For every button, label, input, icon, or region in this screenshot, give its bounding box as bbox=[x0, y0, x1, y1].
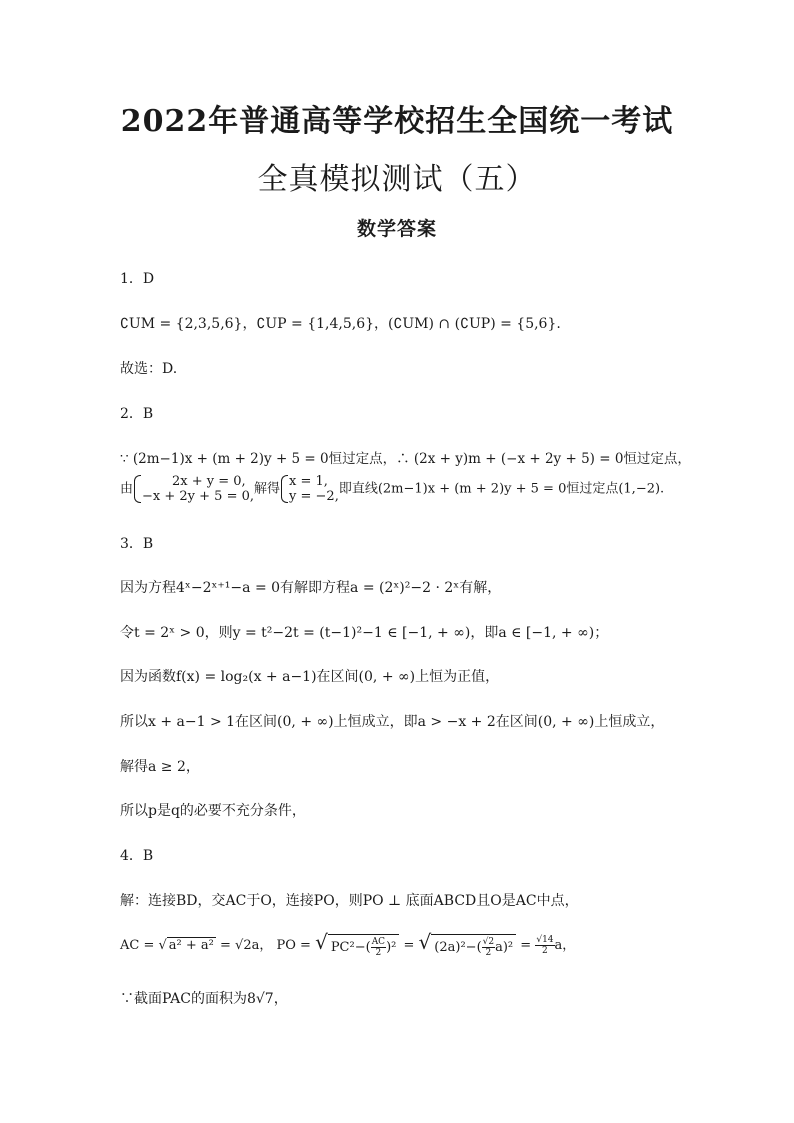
q4-po-mid: = bbox=[399, 938, 419, 953]
q2-sys1-eq1: 2x + y = 0, bbox=[172, 474, 246, 489]
q4-po-f2-den: 2 bbox=[485, 947, 492, 958]
q1-body: ∁UM = {2,3,5,6}，∁UP = {1,4,5,6}，(∁UM) ∩ (∁UP) = {5,6}. bbox=[120, 316, 561, 332]
q3-line3: 因为函数f(x) = log₂(x + a−1)在区间(0, + ∞)上恒为正值， bbox=[120, 669, 500, 685]
q2-line2 bbox=[120, 474, 664, 504]
q2-sys2-eq2: y = −2, bbox=[289, 489, 339, 504]
q4-line3: ∵截面PAC的面积为8√7， bbox=[120, 991, 288, 1007]
q3-line6: 所以p是q的必要不充分条件， bbox=[120, 803, 306, 819]
q4-equations: AC = √ a² + a² = √2a， PO = √ PC²−( $\frac{AC}{2}$ )² = √ (2a)²−( $\frac{√2}{2}$ a)² = $\frac{√14}{2}$ a， bbox=[120, 930, 576, 958]
q4-po-f1-num: AC bbox=[371, 936, 386, 947]
q1-label: 1．D bbox=[120, 271, 155, 287]
q2-sys2-eq1: x = 1, bbox=[289, 474, 328, 489]
q4-po-f1-den: 2 bbox=[375, 947, 382, 958]
q4-label: 4．B bbox=[120, 848, 154, 864]
q2-system-2 bbox=[280, 474, 339, 504]
q2-line1: ∵ (2m−1)x + (m + 2)y + 5 = 0恒过定点，∴ (2x + y)m + (−x + 2y + 5) = 0恒过定点， bbox=[120, 451, 691, 467]
q4-po-lhs: PO = bbox=[276, 938, 316, 953]
exam-subtitle: 全真模拟测试（五） bbox=[257, 162, 537, 197]
q4-po-f3-num: √14 bbox=[536, 935, 554, 945]
q3-line5: 解得a ≥ 2， bbox=[120, 759, 200, 775]
q4-ac-radicand: a² + a² bbox=[168, 938, 214, 953]
q3-line1: 因为方程4ˣ−2ˣ⁺¹−a = 0有解即方程a = (2ˣ)²−2 · 2ˣ有解， bbox=[120, 580, 502, 596]
q2-mid: 解得 bbox=[254, 481, 281, 497]
q4-po-frac-1 bbox=[371, 937, 386, 958]
q3-line2: 令t = 2ˣ > 0，则y = t²−2t = (t−1)²−1 ∈ [−1, + ∞)，即a ∈ [−1, + ∞)； bbox=[120, 625, 609, 641]
q4-po-r2a: (2a)²−( bbox=[434, 939, 482, 955]
exam-title: 2022年普通高等学校招生全国统一考试 bbox=[120, 104, 674, 139]
q3-label: 3．B bbox=[120, 536, 154, 552]
q4-po-frac-3 bbox=[535, 935, 554, 956]
q4-po-tail: a， bbox=[554, 938, 576, 953]
q4-po-r1a: PC²−( bbox=[330, 939, 371, 955]
q4-po-radicand-1 bbox=[328, 934, 400, 958]
answer-heading: 数学答案 bbox=[356, 218, 437, 240]
q4-po-frac-2 bbox=[482, 937, 495, 958]
q2-prefix: 由 bbox=[120, 481, 134, 497]
q1-conclusion: 故选：D. bbox=[120, 361, 178, 377]
q2-sys1-eq2: −x + 2y + 5 = 0, bbox=[142, 489, 255, 504]
q4-line1: 解：连接BD，交AC于O，连接PO，则PO ⊥ 底面ABCD且O是AC中点， bbox=[120, 893, 579, 909]
q3-line4: 所以x + a−1 > 1在区间(0, + ∞)上恒成立，即a > −x + 2在区间(0, + ∞)上恒成立， bbox=[120, 714, 665, 730]
q2-system-1 bbox=[133, 474, 254, 504]
q4-po-r2b: a)² bbox=[495, 939, 514, 955]
q4-po-eq: = bbox=[516, 938, 536, 953]
q2-label: 2．B bbox=[120, 406, 154, 422]
q4-po-r1b: )² bbox=[386, 939, 397, 955]
q4-ac-lhs: AC = bbox=[120, 938, 159, 953]
q4-ac-rhs: = √2a， bbox=[215, 938, 273, 953]
q4-po-f2-num: √2 bbox=[482, 936, 495, 947]
q2-suffix: 即直线(2m−1)x + (m + 2)y + 5 = 0恒过定点(1,−2). bbox=[338, 481, 665, 497]
q4-po-radicand-2 bbox=[431, 934, 516, 958]
q4-po-f3-den: 2 bbox=[542, 946, 548, 956]
